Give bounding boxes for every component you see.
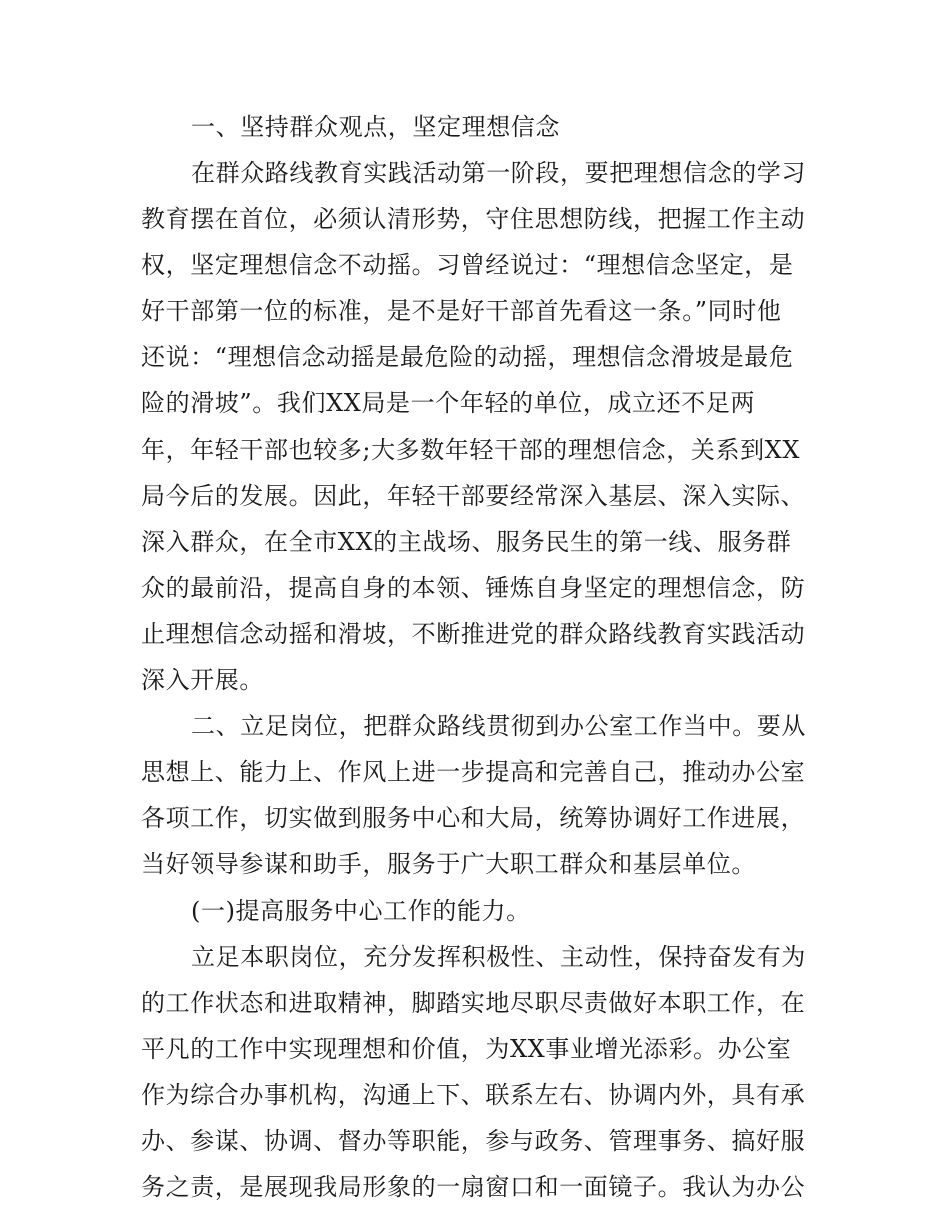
paragraph-line: 的工作状态和进取精神，脚踏实地尽职尽责做好本职工作，在 bbox=[141, 989, 806, 1017]
paragraph-line: 还说：“理想信念动摇是最危险的动摇，理想信念滑坡是最危 bbox=[141, 343, 794, 371]
paragraph-line: 当好领导参谋和助手，服务于广大职工群众和基层单位。 bbox=[141, 850, 756, 878]
paragraph-line: 年，年轻干部也较多;大多数年轻干部的理想信念，关系到XX bbox=[141, 436, 801, 464]
paragraph-line: 权，坚定理想信念不动摇。习曾经说过：“理想信念坚定，是 bbox=[141, 251, 794, 279]
paragraph-line: 深入群众，在全市XX的主战场、服务民生的第一线、服务群 bbox=[141, 528, 792, 556]
subsection-heading: (一)提高服务中心工作的能力。 bbox=[191, 897, 531, 925]
paragraph-line: 立足本职岗位，充分发挥积极性、主动性，保持奋发有为 bbox=[191, 943, 806, 971]
paragraph-line: 众的最前沿，提高自身的本领、锤炼自身坚定的理想信念，防 bbox=[141, 574, 806, 602]
paragraph-line: 平凡的工作中实现理想和价值，为XX事业增光添彩。办公室 bbox=[141, 1035, 792, 1063]
paragraph-line: 各项工作，切实做到服务中心和大局，统筹协调好工作进展， bbox=[141, 804, 806, 832]
paragraph-line: 办、参谋、协调、督办等职能，参与政务、管理事务、搞好服 bbox=[141, 1127, 806, 1155]
paragraph-line: 教育摆在首位，必须认清形势，守住思想防线，把握工作主动 bbox=[141, 205, 806, 233]
paragraph-line: 在群众路线教育实践活动第一阶段，要把理想信念的学习 bbox=[191, 159, 806, 187]
section-heading-1: 一、坚持群众观点，坚定理想信念 bbox=[191, 113, 560, 141]
paragraph-line: 局今后的发展。因此，年轻干部要经常深入基层、深入实际、 bbox=[141, 482, 806, 510]
paragraph-line: 深入开展。 bbox=[141, 666, 264, 694]
section-heading-2: 二、立足岗位，把群众路线贯彻到办公室工作当中。要从 bbox=[191, 712, 806, 740]
paragraph-line: 思想上、能力上、作风上进一步提高和完善自己，推动办公室 bbox=[141, 758, 806, 786]
paragraph-line: 止理想信念动摇和滑坡，不断推进党的群众路线教育实践活动 bbox=[141, 620, 806, 648]
paragraph-line: 作为综合办事机构，沟通上下、联系左右、协调内外，具有承 bbox=[141, 1081, 806, 1109]
paragraph-line: 险的滑坡”。我们XX局是一个年轻的单位，成立还不足两 bbox=[141, 389, 756, 417]
paragraph-line: 务之责，是展现我局形象的一扇窗口和一面镜子。我认为办公 bbox=[141, 1173, 806, 1201]
paragraph-line: 好干部第一位的标准，是不是好干部首先看这一条。”同时他 bbox=[141, 297, 782, 325]
